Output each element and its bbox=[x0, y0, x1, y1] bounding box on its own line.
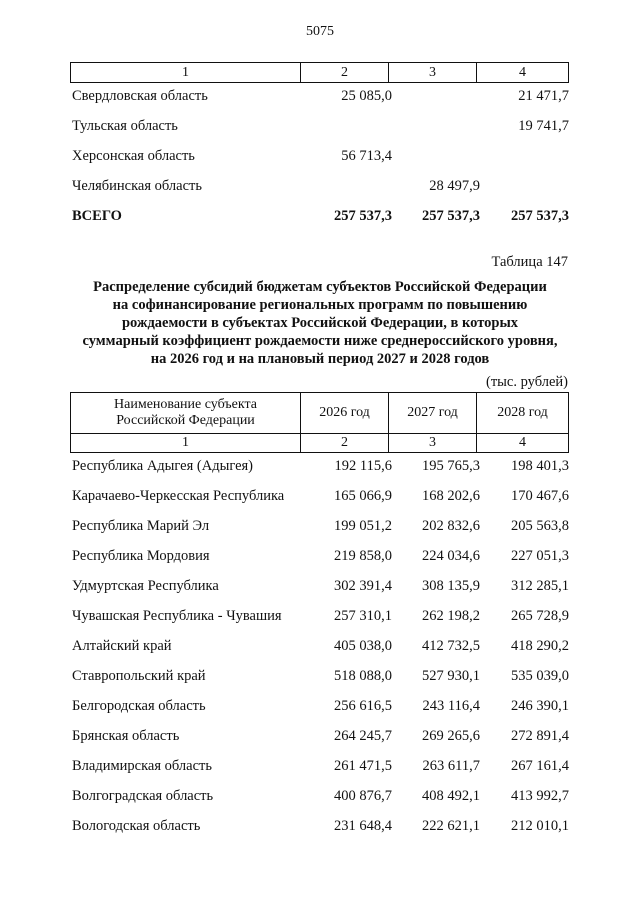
value-2027: 28 497,9 bbox=[429, 178, 480, 194]
value-2027: 408 492,1 bbox=[422, 788, 480, 804]
column-number-4: 4 bbox=[477, 63, 569, 83]
title-line: рождаемости в субъектах Российской Федерации, в которых bbox=[121, 315, 519, 331]
region-name: Тульская область bbox=[72, 118, 178, 134]
value-2026: 405 038,0 bbox=[334, 638, 392, 654]
value-2026: 256 616,5 bbox=[334, 698, 392, 714]
title-line: на софинансирование региональных программ по повышению bbox=[112, 297, 528, 313]
header-year-2028: 2028 год bbox=[477, 393, 569, 434]
value-2028: 265 728,9 bbox=[511, 608, 569, 624]
value-2027: 243 116,4 bbox=[422, 698, 480, 714]
region-name: Брянская область bbox=[72, 728, 180, 744]
value-2027: 224 034,6 bbox=[422, 548, 480, 564]
region-name: Волгоградская область bbox=[72, 788, 214, 804]
value-2028: 267 161,4 bbox=[511, 758, 569, 774]
value-2027: 527 930,1 bbox=[422, 668, 480, 684]
header-year-2026: 2026 год bbox=[301, 393, 389, 434]
value-2026: 518 088,0 bbox=[334, 668, 392, 684]
value-2028: 170 467,6 bbox=[511, 488, 569, 504]
value-2028: 535 039,0 bbox=[511, 668, 569, 684]
value-2028: 246 390,1 bbox=[511, 698, 569, 714]
value-2028: 227 051,3 bbox=[511, 548, 569, 564]
value-2026: 257 310,1 bbox=[334, 608, 392, 624]
column-number-4: 4 bbox=[477, 434, 569, 453]
value-2026: 231 648,4 bbox=[334, 818, 392, 834]
value-2026: 165 066,9 bbox=[334, 488, 392, 504]
value-2027: 262 198,2 bbox=[422, 608, 480, 624]
column-number-3: 3 bbox=[389, 434, 477, 453]
region-name: Алтайский край bbox=[72, 638, 172, 654]
column-number-1: 1 bbox=[71, 63, 301, 83]
table-header bbox=[70, 392, 569, 453]
value-2028: 212 010,1 bbox=[511, 818, 569, 834]
value-2026: 219 858,0 bbox=[334, 548, 392, 564]
region-name: Республика Адыгея (Адыгея) bbox=[72, 458, 254, 474]
region-name: Республика Марий Эл bbox=[72, 518, 210, 534]
units-label: (тыс. рублей) bbox=[486, 374, 568, 390]
title-line: суммарный коэффициент рождаемости ниже среднероссийского уровня, bbox=[82, 333, 558, 349]
value-2028: 19 741,7 bbox=[518, 118, 569, 134]
title-line: на 2026 год и на плановый период 2027 и 2028 годов bbox=[150, 351, 490, 367]
column-number-3: 3 bbox=[389, 63, 477, 83]
value-2026: 302 391,4 bbox=[334, 578, 392, 594]
header-year-2027: 2027 год bbox=[389, 393, 477, 434]
value-2028: 413 992,7 bbox=[511, 788, 569, 804]
value-2026: 261 471,5 bbox=[334, 758, 392, 774]
value-2028: 198 401,3 bbox=[511, 458, 569, 474]
value-2028: 272 891,4 bbox=[511, 728, 569, 744]
header-subject-line: Наименование субъекта bbox=[114, 397, 257, 412]
value-2026: 199 051,2 bbox=[334, 518, 392, 534]
region-name: Челябинская область bbox=[72, 178, 202, 194]
region-name: Республика Мордовия bbox=[72, 548, 210, 564]
value-2027: 222 621,1 bbox=[422, 818, 480, 834]
value-2026: 56 713,4 bbox=[341, 148, 392, 164]
region-name: Свердловская область bbox=[72, 88, 208, 104]
total-2028: 257 537,3 bbox=[511, 208, 569, 224]
value-2027: 269 265,6 bbox=[422, 728, 480, 744]
total-2027: 257 537,3 bbox=[422, 208, 480, 224]
header-subject bbox=[71, 393, 301, 434]
table-title bbox=[40, 278, 600, 368]
value-2028: 418 290,2 bbox=[511, 638, 569, 654]
region-name: Белгородская область bbox=[72, 698, 206, 714]
value-2027: 308 135,9 bbox=[422, 578, 480, 594]
value-2028: 21 471,7 bbox=[518, 88, 569, 104]
title-line: Распределение субсидий бюджетам субъектов Российской Федерации bbox=[93, 279, 547, 295]
value-2027: 263 611,7 bbox=[422, 758, 480, 774]
value-2026: 192 115,6 bbox=[334, 458, 392, 474]
column-number-2: 2 bbox=[301, 434, 389, 453]
value-2026: 400 876,7 bbox=[334, 788, 392, 804]
region-name: Удмуртская Республика bbox=[72, 578, 219, 594]
total-label: ВСЕГО bbox=[72, 208, 122, 224]
header-subject-line: Российской Федерации bbox=[116, 413, 255, 428]
value-2026: 25 085,0 bbox=[341, 88, 392, 104]
region-name: Херсонская область bbox=[72, 148, 195, 164]
column-number-1: 1 bbox=[71, 434, 301, 453]
value-2027: 202 832,6 bbox=[422, 518, 480, 534]
column-number-2: 2 bbox=[301, 63, 389, 83]
page-number: 5075 bbox=[306, 24, 334, 39]
table-number: Таблица 147 bbox=[491, 254, 568, 270]
value-2026: 264 245,7 bbox=[334, 728, 392, 744]
value-2028: 312 285,1 bbox=[511, 578, 569, 594]
region-name: Владимирская область bbox=[72, 758, 212, 774]
value-2027: 195 765,3 bbox=[422, 458, 480, 474]
value-2027: 168 202,6 bbox=[422, 488, 480, 504]
region-name: Вологодская область bbox=[72, 818, 201, 834]
total-2026: 257 537,3 bbox=[334, 208, 392, 224]
region-name: Ставропольский край bbox=[72, 668, 206, 684]
value-2028: 205 563,8 bbox=[511, 518, 569, 534]
value-2027: 412 732,5 bbox=[422, 638, 480, 654]
continuation-table-header bbox=[70, 62, 569, 83]
region-name: Карачаево-Черкесская Республика bbox=[72, 488, 285, 504]
region-name: Чувашская Республика - Чувашия bbox=[72, 608, 282, 624]
